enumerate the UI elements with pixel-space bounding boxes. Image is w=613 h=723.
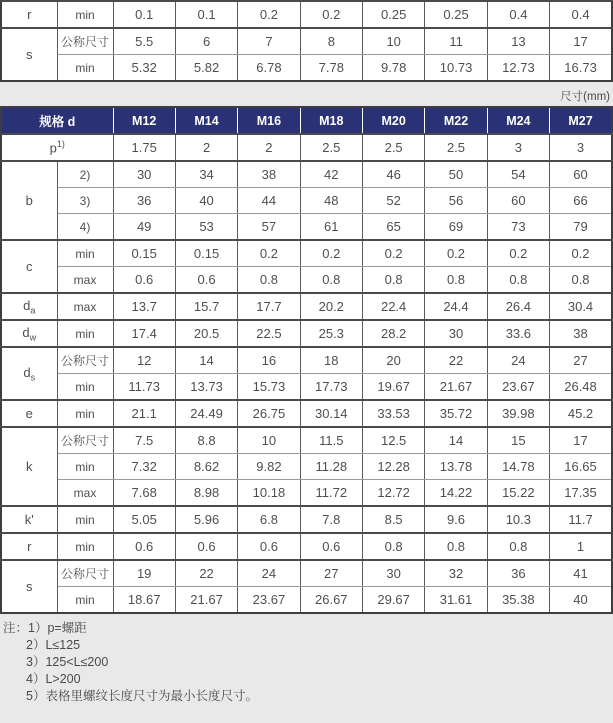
value-cell: 0.6 <box>175 533 237 560</box>
value-cell: 16 <box>238 347 300 374</box>
value-cell: 20.5 <box>175 320 237 347</box>
value-cell: 41 <box>550 560 612 587</box>
value-cell: 0.8 <box>362 533 424 560</box>
value-cell: 16.65 <box>550 454 612 480</box>
row-label: $d_w$ <box>1 320 57 347</box>
value-cell: 3 <box>550 134 612 161</box>
value-cell: 26.48 <box>550 374 612 401</box>
table-row <box>1 587 612 614</box>
value-cell: 2 <box>238 134 300 161</box>
value-cell: 38 <box>550 320 612 347</box>
value-cell: 2.5 <box>362 134 424 161</box>
value-cell: 35.38 <box>487 587 549 614</box>
value-cell: 12.73 <box>487 55 549 82</box>
value-cell: 33.53 <box>362 400 424 427</box>
sub-label: 公称尺寸 <box>57 560 113 587</box>
value-cell: 61 <box>300 214 362 241</box>
value-cell: 5.32 <box>113 55 175 82</box>
sub-label: min <box>57 1 113 28</box>
value-cell: 7.32 <box>113 454 175 480</box>
value-cell: 5.96 <box>175 506 237 533</box>
value-cell: 13.73 <box>175 374 237 401</box>
table-row <box>1 188 612 214</box>
value-cell: 24.49 <box>175 400 237 427</box>
sub-label: min <box>57 374 113 401</box>
value-cell: 12.72 <box>362 480 424 507</box>
value-cell: 0.25 <box>425 1 487 28</box>
value-cell: 14 <box>425 427 487 454</box>
value-cell: 31.61 <box>425 587 487 614</box>
value-cell: 12.28 <box>362 454 424 480</box>
value-cell: 35.72 <box>425 400 487 427</box>
value-cell: 7 <box>238 28 300 55</box>
value-cell: 12.5 <box>362 427 424 454</box>
value-cell: 28.2 <box>362 320 424 347</box>
footnotes <box>0 614 613 705</box>
value-cell: 60 <box>487 188 549 214</box>
value-cell: 0.1 <box>175 1 237 28</box>
column-header: M27 <box>550 107 612 134</box>
row-label: $d_a$ <box>1 293 57 320</box>
value-cell: 30.14 <box>300 400 362 427</box>
footnote-line: 注：1）p=螺距 <box>3 621 87 635</box>
value-cell: 40 <box>175 188 237 214</box>
value-cell: 69 <box>425 214 487 241</box>
table-row <box>1 427 612 454</box>
value-cell: 30 <box>362 560 424 587</box>
value-cell: 0.8 <box>425 267 487 294</box>
value-cell: 20.2 <box>300 293 362 320</box>
column-header: M16 <box>238 107 300 134</box>
footnote-line: 2）L≤125 <box>26 638 81 652</box>
value-cell: 10.3 <box>487 506 549 533</box>
value-cell: 10 <box>238 427 300 454</box>
table-row <box>1 240 612 267</box>
value-cell: 8.62 <box>175 454 237 480</box>
sub-label: min <box>57 55 113 82</box>
sub-label: max <box>57 480 113 507</box>
value-cell: 5.5 <box>113 28 175 55</box>
value-cell: 21.1 <box>113 400 175 427</box>
value-cell: 0.2 <box>238 240 300 267</box>
value-cell: 7.68 <box>113 480 175 507</box>
value-cell: 0.2 <box>238 1 300 28</box>
value-cell: 15.7 <box>175 293 237 320</box>
value-cell: 54 <box>487 161 549 188</box>
value-cell: 25.3 <box>300 320 362 347</box>
value-cell: 18 <box>300 347 362 374</box>
value-cell: 0.8 <box>487 267 549 294</box>
value-cell: 19 <box>113 560 175 587</box>
value-cell: 5.82 <box>175 55 237 82</box>
value-cell: 30.4 <box>550 293 612 320</box>
row-label: k <box>1 427 57 506</box>
value-cell: 7.5 <box>113 427 175 454</box>
value-cell: 6.8 <box>238 506 300 533</box>
value-cell: 17 <box>550 427 612 454</box>
table-row <box>1 560 612 587</box>
value-cell: 60 <box>550 161 612 188</box>
value-cell: 57 <box>238 214 300 241</box>
value-cell: 5.05 <box>113 506 175 533</box>
value-cell: 13.78 <box>425 454 487 480</box>
top-spec-table <box>0 0 613 82</box>
value-cell: 19.67 <box>362 374 424 401</box>
row-label: $d_s$ <box>1 347 57 400</box>
value-cell: 0.8 <box>425 533 487 560</box>
value-cell: 17.35 <box>550 480 612 507</box>
row-label: s <box>1 560 57 613</box>
column-header: M18 <box>300 107 362 134</box>
sub-label: 4) <box>57 214 113 241</box>
value-cell: 11.28 <box>300 454 362 480</box>
value-cell: 0.6 <box>175 267 237 294</box>
table-row <box>1 55 612 82</box>
table-row <box>1 533 612 560</box>
sub-label: min <box>57 506 113 533</box>
sub-label: 公称尺寸 <box>57 347 113 374</box>
value-cell: 7.78 <box>300 55 362 82</box>
value-cell: 1 <box>550 533 612 560</box>
value-cell: 17 <box>550 28 612 55</box>
value-cell: 0.15 <box>175 240 237 267</box>
column-header: M12 <box>113 107 175 134</box>
row-label: c <box>1 240 57 293</box>
value-cell: 8.98 <box>175 480 237 507</box>
value-cell: 0.2 <box>550 240 612 267</box>
value-cell: 26.67 <box>300 587 362 614</box>
value-cell: 0.8 <box>487 533 549 560</box>
value-cell: 21.67 <box>175 587 237 614</box>
value-cell: 0.4 <box>487 1 549 28</box>
value-cell: 73 <box>487 214 549 241</box>
table-row <box>1 480 612 507</box>
value-cell: 53 <box>175 214 237 241</box>
value-cell: 0.8 <box>362 267 424 294</box>
table-row <box>1 400 612 427</box>
table-row <box>1 454 612 480</box>
value-cell: 13.7 <box>113 293 175 320</box>
value-cell: 10.18 <box>238 480 300 507</box>
column-header: M24 <box>487 107 549 134</box>
value-cell: 1.75 <box>113 134 175 161</box>
value-cell: 0.25 <box>363 1 425 28</box>
value-cell: 42 <box>300 161 362 188</box>
sub-label: 2) <box>57 161 113 188</box>
column-header: M14 <box>175 107 237 134</box>
value-cell: 11.7 <box>550 506 612 533</box>
value-cell: 15 <box>487 427 549 454</box>
value-cell: 50 <box>425 161 487 188</box>
footnote-line: 4）L>200 <box>26 672 81 686</box>
value-cell: 22.5 <box>238 320 300 347</box>
table-row <box>1 1 612 28</box>
table-row <box>1 267 612 294</box>
value-cell: 0.8 <box>238 267 300 294</box>
value-cell: 23.67 <box>487 374 549 401</box>
value-cell: 14.22 <box>425 480 487 507</box>
value-cell: 2 <box>175 134 237 161</box>
table-row <box>1 161 612 188</box>
value-cell: 22 <box>175 560 237 587</box>
table-row <box>1 347 612 374</box>
value-cell: 0.2 <box>300 1 362 28</box>
row-label: r <box>1 1 57 28</box>
value-cell: 7.8 <box>300 506 362 533</box>
value-cell: 16.73 <box>550 55 612 82</box>
value-cell: 27 <box>550 347 612 374</box>
value-cell: 20 <box>362 347 424 374</box>
row-label: k' <box>1 506 57 533</box>
table-row <box>1 134 612 161</box>
value-cell: 46 <box>362 161 424 188</box>
value-cell: 56 <box>425 188 487 214</box>
sub-label: max <box>57 293 113 320</box>
value-cell: 0.1 <box>113 1 175 28</box>
unit-label: 尺寸(mm) <box>560 91 610 103</box>
table-row <box>1 214 612 241</box>
value-cell: 21.67 <box>425 374 487 401</box>
sub-label: min <box>57 533 113 560</box>
value-cell: 0.6 <box>238 533 300 560</box>
value-cell: 8 <box>300 28 362 55</box>
value-cell: 12 <box>113 347 175 374</box>
value-cell: 11.72 <box>300 480 362 507</box>
value-cell: 13 <box>487 28 549 55</box>
value-cell: 9.78 <box>363 55 425 82</box>
value-cell: 24.4 <box>425 293 487 320</box>
value-cell: 24 <box>487 347 549 374</box>
value-cell: 30 <box>113 161 175 188</box>
value-cell: 15.73 <box>238 374 300 401</box>
value-cell: 24 <box>238 560 300 587</box>
value-cell: 27 <box>300 560 362 587</box>
value-cell: 6.78 <box>238 55 300 82</box>
value-cell: 66 <box>550 188 612 214</box>
value-cell: 0.2 <box>487 240 549 267</box>
row-label: s <box>1 28 57 81</box>
column-header: M20 <box>362 107 424 134</box>
sub-label: max <box>57 267 113 294</box>
sub-label: min <box>57 454 113 480</box>
value-cell: 26.4 <box>487 293 549 320</box>
value-cell: 44 <box>238 188 300 214</box>
value-cell: 17.73 <box>300 374 362 401</box>
column-header: M22 <box>425 107 487 134</box>
value-cell: 32 <box>425 560 487 587</box>
sub-label: min <box>57 587 113 614</box>
value-cell: 52 <box>362 188 424 214</box>
value-cell: 11.5 <box>300 427 362 454</box>
value-cell: 0.6 <box>113 267 175 294</box>
value-cell: 0.8 <box>550 267 612 294</box>
value-cell: 9.82 <box>238 454 300 480</box>
value-cell: 36 <box>487 560 549 587</box>
table-row <box>1 374 612 401</box>
sub-label: min <box>57 400 113 427</box>
value-cell: 29.67 <box>362 587 424 614</box>
sub-label: 3) <box>57 188 113 214</box>
value-cell: 0.15 <box>113 240 175 267</box>
sub-label: min <box>57 320 113 347</box>
value-cell: 2.5 <box>300 134 362 161</box>
value-cell: 23.67 <box>238 587 300 614</box>
row-label: $p^{1)}$ <box>1 134 113 161</box>
value-cell: 36 <box>113 188 175 214</box>
value-cell: 14.78 <box>487 454 549 480</box>
table-row <box>1 293 612 320</box>
row-label: b <box>1 161 57 240</box>
value-cell: 10 <box>363 28 425 55</box>
value-cell: 0.6 <box>113 533 175 560</box>
value-cell: 30 <box>425 320 487 347</box>
value-cell: 49 <box>113 214 175 241</box>
value-cell: 17.7 <box>238 293 300 320</box>
value-cell: 0.6 <box>300 533 362 560</box>
value-cell: 3 <box>487 134 549 161</box>
value-cell: 38 <box>238 161 300 188</box>
value-cell: 0.2 <box>425 240 487 267</box>
value-cell: 0.2 <box>300 240 362 267</box>
value-cell: 65 <box>362 214 424 241</box>
spec-header-label: 规格 d <box>1 107 113 134</box>
value-cell: 0.8 <box>300 267 362 294</box>
table-row <box>1 506 612 533</box>
spec-header-row <box>1 107 612 134</box>
value-cell: 48 <box>300 188 362 214</box>
value-cell: 0.4 <box>550 1 612 28</box>
value-cell: 40 <box>550 587 612 614</box>
main-spec-table <box>0 106 613 614</box>
value-cell: 8.8 <box>175 427 237 454</box>
footnote-line: 3）125<L≤200 <box>26 655 109 669</box>
value-cell: 9.6 <box>425 506 487 533</box>
value-cell: 45.2 <box>550 400 612 427</box>
value-cell: 17.4 <box>113 320 175 347</box>
value-cell: 14 <box>175 347 237 374</box>
value-cell: 0.2 <box>362 240 424 267</box>
sub-label: 公称尺寸 <box>57 427 113 454</box>
table-row <box>1 28 612 55</box>
sub-label: 公称尺寸 <box>57 28 113 55</box>
value-cell: 11.73 <box>113 374 175 401</box>
value-cell: 2.5 <box>425 134 487 161</box>
value-cell: 11 <box>425 28 487 55</box>
value-cell: 22 <box>425 347 487 374</box>
value-cell: 8.5 <box>362 506 424 533</box>
footnote-line: 5）表格里螺纹长度尺寸为最小长度尺寸。 <box>26 689 258 703</box>
value-cell: 26.75 <box>238 400 300 427</box>
value-cell: 18.67 <box>113 587 175 614</box>
value-cell: 10.73 <box>425 55 487 82</box>
value-cell: 15.22 <box>487 480 549 507</box>
row-label: r <box>1 533 57 560</box>
sub-label: min <box>57 240 113 267</box>
value-cell: 34 <box>175 161 237 188</box>
value-cell: 33.6 <box>487 320 549 347</box>
value-cell: 22.4 <box>362 293 424 320</box>
table-row <box>1 320 612 347</box>
row-label: e <box>1 400 57 427</box>
value-cell: 79 <box>550 214 612 241</box>
value-cell: 39.98 <box>487 400 549 427</box>
value-cell: 6 <box>175 28 237 55</box>
